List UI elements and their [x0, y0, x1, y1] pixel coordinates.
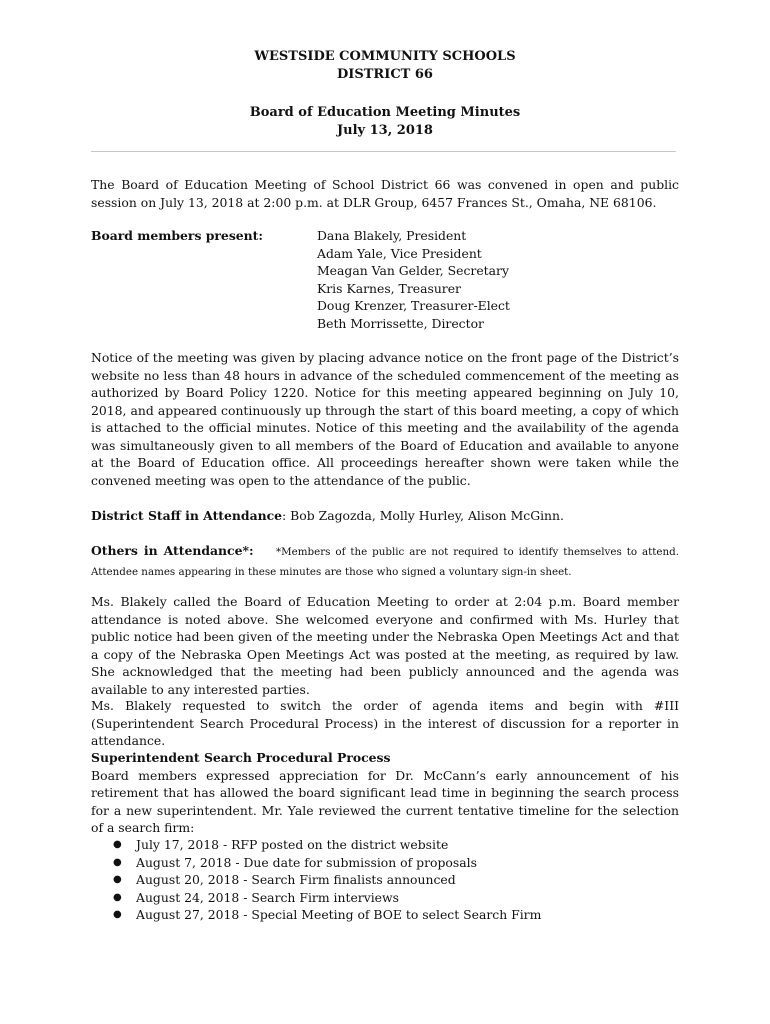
search-process-section: [91, 749, 679, 837]
timeline-item: ● August 27, 2018 - Special Meeting of BOE to select Search Firm: [91, 906, 541, 924]
call-to-order-paragraph: Ms. Blakely called the Board of Education Meeting to order at 2:04 p.m. Board member attendance is noted above. She welcomed everyone and confirmed with Ms. Hurley that public notice had been given of the meeting under the Nebraska Open Meetings Act and that a copy of the Nebraska Open Meetings Act was posted at the meeting, as required by law. She acknowledged that the meeting had been publicly announced and the agenda was available to any interested parties.: [91, 594, 679, 697]
others-attendance: [91, 542, 679, 581]
intro-paragraph: The Board of Education Meeting of School District 66 was convened in open and public session on July 13, 2018 at 2:00 p.m. at DLR Group, 6457 Frances St., Omaha, NE 68106.: [91, 177, 679, 210]
others-attendance-label: Others in Attendance*:: [91, 543, 254, 558]
board-member: Adam Yale, Vice President: [317, 245, 482, 261]
document-title: Board of Education Meeting Minutes: [249, 105, 521, 120]
staff-attendance: [91, 507, 679, 525]
district-name: WESTSIDE COMMUNITY SCHOOLS: [254, 49, 516, 64]
timeline-item: ● August 20, 2018 - Search Firm finalists announced: [91, 871, 541, 889]
timeline-item: ● July 17, 2018 - RFP posted on the district website: [91, 836, 541, 854]
board-members-heading: Board members present:: [91, 228, 263, 243]
search-process-heading: Superintendent Search Procedural Process: [91, 750, 391, 765]
board-member: Meagan Van Gelder, Secretary: [317, 263, 509, 278]
reorder-paragraph: Ms. Blakely requested to switch the order of agenda items and begin with #III (Superintendent Search Procedural Process) in the interest of discussion for a reporter in attendance.: [91, 698, 679, 748]
meeting-date: July 13, 2018: [337, 123, 433, 138]
staff-attendance-names: : Bob Zagozda, Molly Hurley, Alison McGinn.: [282, 508, 564, 523]
search-timeline-list: [91, 836, 541, 924]
header-divider: [91, 151, 676, 152]
board-members-list: [317, 227, 510, 332]
notice-paragraph: Notice of the meeting was given by placing advance notice on the front page of the District’s website no less than 48 hours in advance of the scheduled commencement of the meeting as authorized by Board Policy 1220. Notice for this meeting appeared beginning on July 10, 2018, and appeared continuously up through the start of this board meeting, a copy of which is attached to the official minutes. Notice of this meeting and the availability of the agenda was simultaneously given to all members of the Board of Education and available to anyone at the Board of Education office. All proceedings hereafter shown were taken while the convened meeting was open to the attendance of the public.: [91, 350, 679, 488]
district-number: DISTRICT 66: [337, 67, 433, 82]
staff-attendance-label: District Staff in Attendance: [91, 508, 283, 523]
board-member: Kris Karnes, Treasurer: [317, 280, 461, 296]
timeline-item: ● August 7, 2018 - Due date for submission of proposals: [91, 854, 541, 872]
timeline-item: ● August 24, 2018 - Search Firm interviews: [91, 889, 541, 907]
board-member: Doug Krenzer, Treasurer-Elect: [317, 298, 510, 313]
board-member: Beth Morrissette, Director: [317, 315, 484, 331]
others-attendance-note: *Members of the public are not required to identify themselves to attend. Attendee names appearing in these minutes are those who signed a voluntary sign-in sheet.: [91, 546, 679, 578]
search-process-text: Board members expressed appreciation for Dr. McCann’s early announcement of his retirement that has allowed the board significant lead time in beginning the search process for a new superintendent. Mr. Yale reviewed the current tentative timeline for the selection of a search firm:: [91, 767, 679, 835]
board-member: Dana Blakely, President: [317, 228, 467, 243]
